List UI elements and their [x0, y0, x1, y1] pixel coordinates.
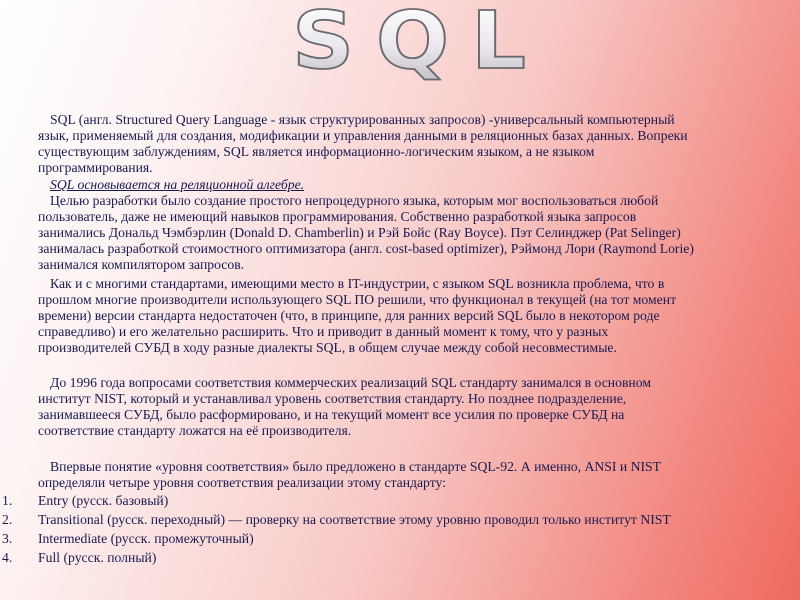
text-line: определяли четыре уровня соответствия реализации этому стандарту:	[38, 475, 446, 490]
relational-algebra-paragraph	[0, 177, 786, 193]
list-item	[0, 491, 786, 510]
slide-title	[185, 8, 655, 90]
list-number: 3.	[2, 531, 13, 546]
text-line: Впервые понятие «уровня соответствия» было предложено в стандарте SQL-92. А именно, ANSI и NIST	[50, 459, 662, 474]
text-line: программирования.	[38, 160, 153, 175]
wordart-title	[185, 8, 655, 90]
conformance-levels-list	[0, 491, 786, 567]
text-line: соответствие стандарту ложатся на её производителя.	[38, 423, 352, 438]
text-line: справедливо) и его желательно расширить. Что и приводит в данный момент к тому, что у разных	[38, 324, 609, 339]
list-item-text: Entry (русск. базовый)	[38, 493, 169, 508]
list-item-text: Intermediate (русск. промежуточный)	[38, 531, 254, 546]
list-number: 1.	[2, 493, 13, 508]
spacer	[0, 356, 786, 375]
slide-body	[0, 112, 786, 567]
paragraph-development	[0, 193, 786, 273]
list-item-text: Full (русск. полный)	[38, 550, 157, 565]
text-line: занимался компилятором запросов.	[38, 257, 245, 272]
list-item	[0, 510, 786, 529]
list-item	[0, 548, 786, 567]
paragraph-nist	[0, 375, 786, 439]
list-number: 2.	[2, 512, 13, 527]
list-number: 4.	[2, 550, 13, 565]
paragraph-levels	[0, 459, 786, 491]
list-item	[0, 529, 786, 548]
text-line: Как и с многими стандартами, имеющими место в IT-индустрии, с языком SQL возникла проблема, что в	[50, 276, 665, 291]
text-line: производителей СУБД в ходу разные диалекты SQL, в общем случае между собой несовместимые.	[38, 340, 617, 355]
text-line: пользователь, даже не имеющий навыков программирования. Собственно разработкой языка запросов	[38, 209, 637, 224]
text-line: существующим заблуждениям, SQL является информационно-логическим языком, а не языком	[38, 144, 595, 159]
list-item-text: Transitional (русск. переходный) — проверку на соответствие этому уровню проводил только институт NIST	[38, 512, 671, 527]
text-line: времени) версии стандарта недостаточен (что, в принципе, для ранних версий SQL было в некотором роде	[38, 308, 660, 323]
text-line: прошлом многие производители использующего SQL ПО решили, что функционал в текущей (на тот момент	[38, 292, 677, 307]
text-line: институт NIST, который и устанавливал уровень соответствия стандарту. Но позднее подразделение,	[38, 391, 627, 406]
text-line: SQL (англ. Structured Query Language - язык структурированных запросов) -универсальный компьютерный	[50, 112, 675, 127]
paragraph-standards	[0, 276, 786, 356]
text-line: занималась разработкой стоимостного оптимизатора (англ. cost-based optimizer), Рэймонд Лори (Raymond Lorie)	[38, 241, 694, 256]
text-line: Целью разработки было создание простого непроцедурного языка, которым мог воспользоваться любой	[50, 193, 659, 208]
text-line: язык, применяемый для создания, модификации и управления данными в реляционных базах данных. Вопреки	[38, 128, 688, 143]
text-line: До 1996 года вопросами соответствия коммерческих реализаций SQL стандарту занимался в основном	[50, 375, 652, 390]
paragraph-intro	[0, 112, 786, 176]
text-line: занимались Дональд Чэмбэрлин (Donald D. Chamberlin) и Рэй Бойс (Ray Boyce). Пэт Селинджер (Pat Selinger)	[38, 225, 681, 240]
text-line: занимавшееся СУБД, было расформировано, и на текущий момент все усилия по проверке СУБД на	[38, 407, 625, 422]
spacer	[0, 439, 786, 459]
title-text: SQL	[292, 8, 548, 88]
relational-algebra-link[interactable]: SQL основывается на реляционной алгебре.	[50, 177, 305, 192]
